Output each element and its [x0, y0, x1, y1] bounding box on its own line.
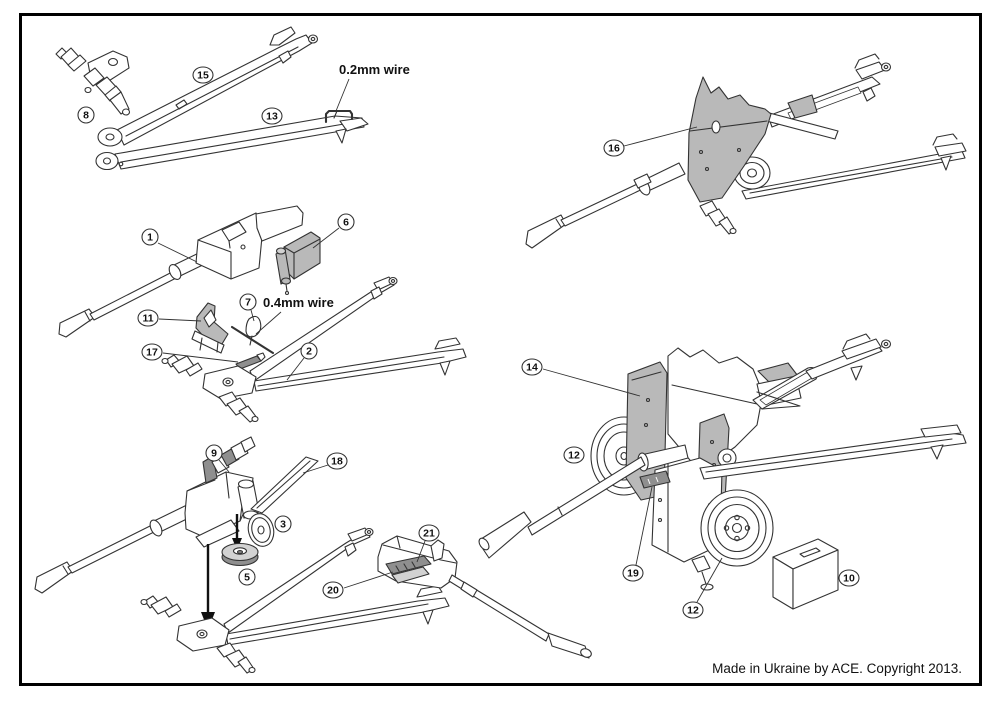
part-21-20-receiver — [378, 536, 593, 659]
callout-label: 14 — [526, 361, 538, 374]
annotations-layer — [256, 62, 410, 334]
callout-16 — [604, 127, 697, 156]
callout-label: 12 — [687, 604, 699, 617]
callout-13 — [262, 108, 282, 124]
callout-11 — [138, 310, 201, 326]
callout-label: 12 — [568, 449, 580, 462]
callout-label: 9 — [211, 447, 217, 460]
annotation-text: 0.2mm wire — [339, 62, 410, 77]
callout-label: 2 — [306, 345, 312, 358]
part-11-bracket — [192, 303, 228, 353]
part-6-breech-block — [276, 232, 320, 295]
callout-label: 5 — [244, 571, 250, 584]
callout-14 — [522, 359, 640, 396]
callout-label: 19 — [627, 567, 639, 580]
callout-19 — [623, 487, 652, 581]
part-8-axle — [56, 48, 130, 115]
callout-5 — [239, 569, 255, 585]
callout-8 — [78, 107, 94, 123]
callout-label: 21 — [423, 527, 435, 540]
callout-label: 13 — [266, 110, 278, 123]
callout-label: 16 — [608, 142, 620, 155]
callout-label: 3 — [280, 518, 286, 531]
callout-label: 8 — [83, 109, 89, 122]
callout-label: 7 — [245, 296, 251, 309]
part-5-base-plate — [222, 544, 258, 566]
part-18-guard-frame — [251, 457, 318, 513]
assembly-wheels — [477, 334, 966, 590]
callout-label: 10 — [843, 572, 855, 585]
callout-label: 15 — [197, 69, 209, 82]
callout-1 — [142, 229, 197, 262]
callout-3 — [275, 516, 291, 532]
callout-15 — [193, 67, 213, 83]
part-9-gun-assembly — [35, 437, 259, 593]
copyright-text: Made in Ukraine by ACE. Copyright 2013. — [712, 661, 962, 676]
annotation-text: 0.4mm wire — [263, 295, 334, 310]
assembly-down-arrow — [201, 544, 215, 630]
assembly-16 — [526, 54, 966, 248]
callout-10 — [839, 570, 859, 586]
callout-label: 18 — [331, 455, 343, 468]
callout-label: 11 — [142, 312, 154, 325]
callout-label: 20 — [327, 584, 339, 597]
part-10-ammo-box — [773, 539, 838, 609]
callout-label: 1 — [147, 231, 153, 244]
callout-12 — [564, 447, 584, 463]
annotation-wire-02 — [336, 62, 410, 111]
callout-20 — [323, 572, 393, 598]
callout-label: 6 — [343, 216, 349, 229]
callout-6 — [313, 214, 354, 248]
part-1-barrel-assembly — [59, 206, 303, 337]
callout-label: 17 — [146, 346, 158, 359]
